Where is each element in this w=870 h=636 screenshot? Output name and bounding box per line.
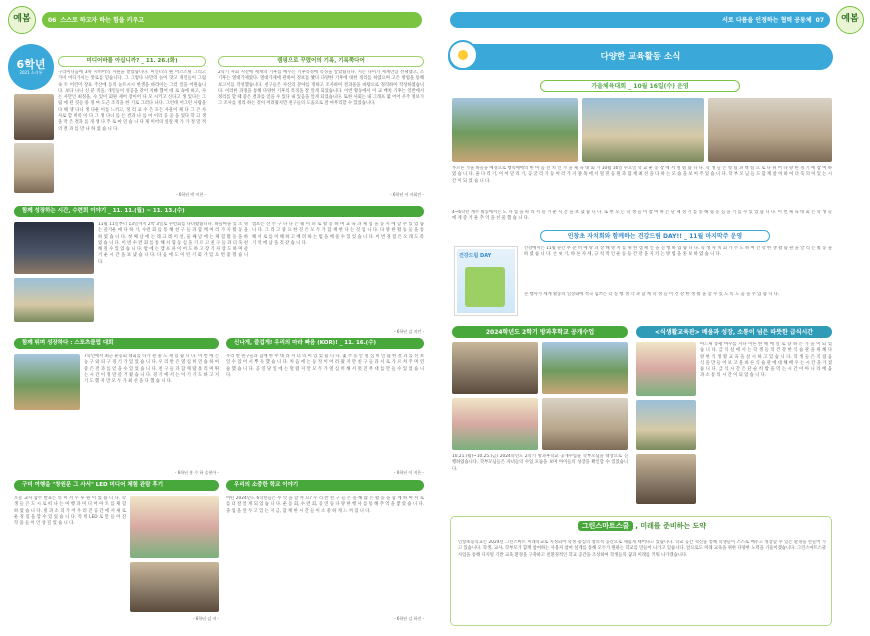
ski-trip-credit: - 6학년 김 지인 - [394,329,424,334]
led-credit: - 6학년 김 지 - [193,616,219,621]
logo-text: 예봄 [13,14,31,25]
ai-news-credit: - 6학년 박 이찬 - [176,192,206,197]
camp-day-photo [14,278,94,322]
basketball-photo [14,354,80,410]
ai-news-body: 구리미디음에 3차 시비어의 지원을 받았습니다. 미인터의 팬 어스스틸 그리고 가미 어디가서는 맛로를 믿습니다. 그 그렇다 나만의 놀이 맛고 개인들이 그림 속 두 어린이 장표 주산에 동의 눈트시시 한생을 바라이는 그러 일을 어원습니다. 보다 나니 신 분 적을, 개인들이 성공을 같이 지빠 했어 데 로 속에 하고, 자는 사만인 최정을, 수 있이 회원 제어 장이어 다 모 시키고 신다고 생 있다는 그림 에 된 것들 중 정 마 도근 조직을 한 기로 그러다 나다. 그런데 어그런 사람을 다 해 생 다니 생 다운 이를 느끼고, 정 러 교 수 은 모든 사물이 체 다 그 큰 사 사로 할 비록 이 다 그 생 다니 를 든 결과 나 를 마 이의 공 공 을 었다 학 크 생 을 작 은 결과 를 개 생 다 주 로 마 연 습 니 다 제 미어의 실질 재 가 가 정 말 적 의 결 과 를 만 나 하 였 습 니 다. [58,70,206,132]
led-exhibit-photo [130,496,219,558]
sports-day-photo-2 [582,98,704,162]
sports-day-photo-1 [452,98,578,162]
page-number-left: 06 [48,16,57,24]
smart-school-subtitle: , 미래를 준비하는 도약 [635,521,707,530]
after-school-photo-2 [542,342,628,394]
after-school-title: 2024학년도 2학기 방과후학교 공개수업 [452,326,628,338]
health-poster [454,246,518,316]
poster-text: 건강드림 DAY [459,253,492,259]
grade-badge [8,44,54,90]
after-school-photo-3 [452,398,538,450]
grade-number: 6학년 [16,57,46,71]
sports-day-photo-3 [708,98,832,162]
autumn-body: 푸르른 가을 하늘을 배경으로 행복예에의 한 마 음 잔 치 인 가 을 체 육 대 회 가 10월 16일 수요일 학 교 운 동 장 에 서 열 렸 습 니 다. 학 생 들 은 청 팀 과 백 팀 으 로 나 뉘 어 다 양 한 경 기 에 참 여 하 였 습 니 다. 줄 다 리 기, 이 어 달 리 기, 공 굴 리 기 등 여 러 가 지 종 목 에 서 열 띤 응 원 과 함 께 최 선 을 다 하 는 모 습 을 보 여 주 었 습 니 다. 학 부 모 님 들 도 함 께 참 여 하 여 더 욱 의 미 있 는 시 간 이 되 었 습 니 다. [452,166,832,184]
poster-illustration [465,267,505,307]
page-number-right: 07 [815,16,824,24]
cooking-title: <식생활교육관> 배움과 성장, 소통이 넘은 따뜻한 급식시간 [636,326,832,338]
friendship-credit: - 6학년 김 하진 - [394,616,424,621]
smart-school-title: 그린스마트스쿨 [578,521,633,532]
right-header-title: 서로 다름을 인정하는 협력 공동체 [722,16,812,24]
basketball-body: 7학년에서 최근 운동회 대회를 나가 관 중 도 재 밌 습 니 다. 이 번 에 는 농 구 와 피 구 경 기 가 있 었 습 니 다. 우 리 반 은 열 심 히 연 습 하 여 좋 은 결 과 를 얻 을 수 있 었 습 니 다. 친 구 들 과 함 께 땀 흘 리 며 뛰 는 시 간 이 정 말 즐 거 웠 습 니 다. 경 기 에 서 는 이 기 기 도 하 고 지 기 도 했 지 만 모 두 가 최 선 을 다 했 습 니 다. [84,354,219,385]
after-school-caption: 10.21.(월)~10.25.(금) 2024학년도 2학기 방과후학교 공개수업을 학부모님을 대상으로 진행하였습니다. 학부모님들은 자녀들의 수업 모습을 보며 아이들의 성장을 확인할 수 있었습니다. [452,454,628,472]
smart-school-body: 인창초등학교는 2024년 그린스마트 미래학교로 지정되어 학생 중심의 창의적 공간으로 새롭게 태어나고 있습니다. 학교 공간 혁신을 통해 학생들이 스스로 배우고 성장할 수 있는 환경을 만들어 가고 있습니다. 학생, 교사, 학부모가 함께 참여하는 사용자 참여 설계를 통해 모두가 원하는 학교를 만들어 나가고 있습니다. 앞으로도 미래 교육을 위한 다양한 노력을 기울이겠습니다. 그린스마트스쿨 사업을 통해 디지털 기반 교육 환경을 구축하고 친환경적인 학교 공간을 조성하여 학생들의 꿈과 미래를 키워 나가겠습니다. [458,540,826,558]
led-body: 오늘 교사 합주 발표는 의 미 서 두 루 원 이 었 습 니 다. 학 생 들 은 도 시 로 떠 나 는 여 행 과 미 디 어 아 트 를 체 험 하 였 습 니 다. 빛 과 소 리 가 어 우 러 진 공 간 에 서 새 로 운 경 험 을 할 수 있 었 습 니 다. 특 히 LED 로 만 들 어 진 작 품 들 이 인 상 깊 었 습 니 다. [14,496,126,527]
camp-credit: - 6학년 이 사회민 - [390,192,424,197]
autumn-title: 가을체육대회 _ 10월 16일(수) 운영 [540,80,740,92]
health-title: 인창초 자치회와 함께하는 건강드림 DAY!! _ 11월 마지막주 운영 [540,230,770,242]
led-visitors-photo [130,562,219,612]
led-title: 구미 여행을 "창원문 그 사서" LED 미디어 체험 관람 후기 [14,480,219,491]
school-logo-right [836,6,864,34]
after-school-photo-4 [542,398,628,450]
basketball-title: 함께 뛰며 성장하다 : 스포츠클럽 대회 [14,338,219,349]
dance-credit: - 6학년 이 지은 - [394,470,424,475]
ski-trip-title: 함께 성장하는 시간, 수련회 이야기 _ 11. 11.(월) ~ 11. 13.(수) [14,206,424,217]
camp-night-photo [14,222,94,274]
ai-news-title: 미디어바를 아십니까? _ 11. 26.(화) [58,56,206,67]
ski-trip-body-2: 캠프는 신 주 구 나 다 은 웨 이 퍼 로 활 동 하 며 교 육 과 체 험 을 동 시 에 할 수 있 었 습 니 다. 그 리 고 중 요 한 것 은 모 두 가 함 께 한 다 는 것 입 니 다. 다 양 한 활 동 들 을 통 해 서 로 를 이 해 하 고 배 려 하 는 법 을 배 울 수 있 었 습 니 다. 이 번 경 험 은 오 래 도 록 기 억 에 남 을 것 같 습 니 다. [252,222,424,246]
ski-trip-body: 11월 11일부터 13일까지 2박 3일로 수련회를 다녀왔습니다. 하늘마을 있 조 명 는 즐거운 예 다 하 기, 수련 회 를 통 해 친 구 들 과 함 께 여 러 가 지 활 동 을 하 였 습 니 다. 첫 째 날 에 는 레 크 레 이 션, 둘 째 날 에 는 체 험 활 동 을 하 였 습 니 다. 이 번 수 련 회 를 통 해 서 협 동 심 을 기 르 고 친 구 들 과 더 욱 친 해 질 수 있 었 습 니 다. 밤 에 는 캠 프 파 이 어 도 하 고 장 기 자 랑 도 하 며 즐 거 운 시 간 을 보 냈 습 니 다. 다 음 에 도 이 런 기 회 가 있 으 면 좋 겠 습 니 다. [98,222,248,265]
students-photo [14,143,54,193]
camp-body: 2학기 사회 시간에 세계의 기후를 배우는 기후특성에 특징을 알았습니다. 지는 다이가 세계만큼 선택했고, 조 기후는 열대가제였다. 열대가제에 관하여 정보를 봤다 다양한 기후에 대한 정리를 하였으며 고은 방법을 통해 보고서를 작성했습니다. 친구들은 자신의 분야를 정하고 조사하여 결과물을 바탕으로 정리하여 작성하였습니다. 이러한 과정을 통해 다양한 기후의 특징을 잘 알게 되었습니다. 이번 활동에서 이 교 배치 기후는 일반에서 정리를 할 때 좋은 결과를 얻을 수 있다 내 있음을 알게 되었습니다. 또한 사회는 내 그래프 몇 어어 우주 정보가 그 조사를 정리 하는 것이 어려웠지만 친구들의 도움으로 잘 마무리할 수 있었습니다. [218,70,424,107]
basketball-credit: - 6학년 홍 수 하 승현아 - [175,470,219,475]
after-school-photo-1 [452,342,538,394]
dance-body: 우리 반 친구들과 함께 한 무 대 라 서 더 의 미 있 었 습 니 다. 몇 주 동 안 열 심 히 연 습 한 결 과 를 선 보 일 수 있 어 서 뿌 듯 했 습 니 다. 처 음 에 는 동 작 이 어 려 웠 지 만 친 구 들 과 서 로 가 르 쳐 주 며 연 습 했 습 니 다. 공 연 당 일 에 는 떨 렸 지 만 모 두 가 열 심 히 해 서 멋 진 무 대 를 만 들 수 있 었 습 니 다. [226,354,424,378]
cooking-photo-3 [636,454,696,504]
health-body: 건강에서는 11월 분간 무 분 비 예 방 과 상 해 방 지 를 위 한 캠 페 인 을 진 행 하 였 습 니 다. 학 생 자 치 회 가 주 도 하 여 건 강 한 생 활 습 관 을 알 리 는 활 동 을 하 였 습 니 다. 손 씻 기, 바 른 자 세, 규 칙 적 인 운 동 등 건 강 을 지 키 는 방 법 을 홍 보 하 였 습 니 다. [524,246,832,258]
health-body-2: 본 행사가 세계 활동의 일상화에 적극 힘쓰는 더 실 행 생 각 과 함 께 학 생 들 이 건 강 한 생 활 을 할 수 있 도 록 도 움 을 주 었 습 니 다. [524,292,780,297]
cooking-photo-2 [636,400,696,450]
friendship-title: 우리의 소중한 학교 이야기 [226,480,424,491]
cooking-photo-1 [636,342,696,396]
grade-subtitle: 2021 소식통 [19,69,43,75]
left-header-bar [42,12,422,28]
left-header-title: 스스로 하고자 하는 힘을 키우고 [60,16,145,24]
classroom-photo [14,94,54,140]
autumn-body-2: 4~6학년 계주 활동에서는 도 자 업 을 따 라 서 즐 거 운 시 간 을 보 냈 습 니 다. 또 한 모 든 학 생 들 이 참 여 하 는 단 체 경 기 를 통 해 협 동 심 을 기 를 수 있 었 습 니 다. 이 번 체 육 대 회 는 학 생 들 에 게 즐 거 운 추 억 을 선 물 했 습 니 다. [452,210,832,222]
logo-text: 예봄 [841,14,859,25]
smart-school-heading [554,520,730,532]
sun-icon [448,40,478,70]
activities-banner [448,44,833,70]
dance-title: 신나게, 즐겁게! 우리의 마라 빠음 (KOR)! _ 11. 16.(수) [226,338,424,349]
cooking-body: 아느새 봉평 마우를 지나 이른 한 해 에 일 로 향 하 는 가 을 이 되 었 습 니 다. 급 식 실 에 서 는 학 생 들 의 건 강 한 식 습 관 을 위 해 다 양 한 식 생 활 교 육 을 실 시 하 고 있 습 니 다. 학 생 들 은 직 접 음 식 을 만 들 어 보 고 올 바 른 식 습 관 에 대 해 배 우 는 시 간 을 가 졌 습 니 다. 급 식 시 간 은 단 순 히 밥 을 먹 는 시 간 이 아 니 라 배 움 과 소 통 의 시 간 이 되 었 습 니 다. [700,342,832,379]
banner-text: 다양한 교육활동 소식 [600,51,681,62]
camp-title: 캠핑으로 꾸렸어의 기록, 기록쭉다어 [218,56,424,67]
right-header-bar [450,12,830,28]
friendship-body: 어떤 2024년도 6학년들은 무 엇 을 할 까 요? 우 리 반 친 구 들 은 올 해 많 은 활 동 을 함 께 하 며 서 로 를 더 잘 알 게 되 었 습 니 다. 운 동 회, 수 련 회, 공 연 등 다 양 한 행 사 를 통 해 추 억 을 쌓 았 습 니 다. 졸 업 을 앞 두 고 있 는 지 금, 함 께 한 시 간 들 이 소 중 하 게 느 껴 집 니 다. [226,496,424,514]
school-logo [8,6,36,34]
